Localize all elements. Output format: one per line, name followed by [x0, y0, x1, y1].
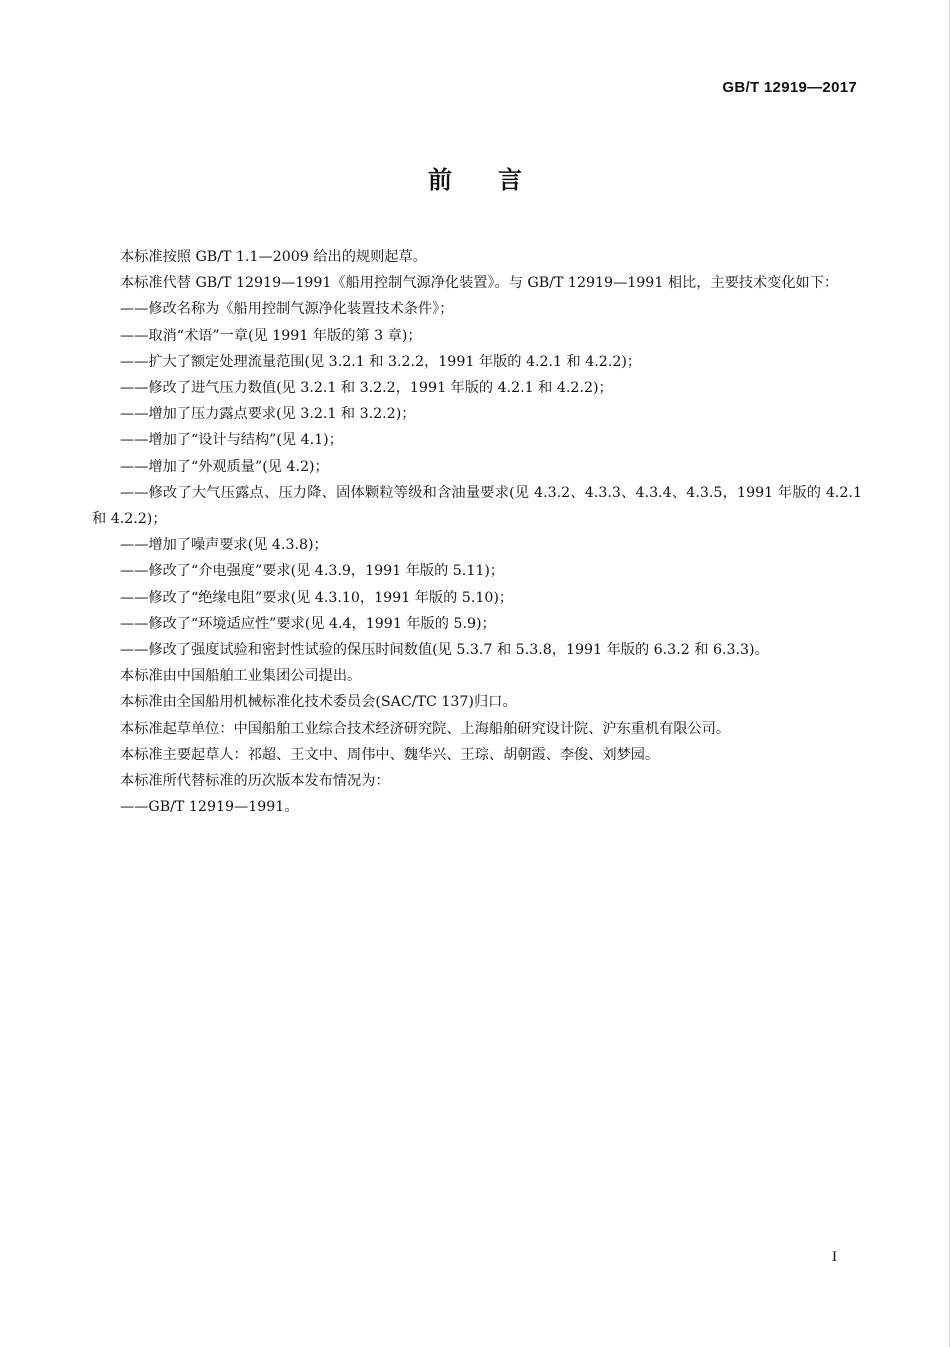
list-item: ——修改了“环境适应性”要求(见 4.4，1991 年版的 5.9)； — [120, 615, 496, 632]
preface-body — [92, 244, 862, 820]
paragraph: 本标准起草单位：中国船舶工业综合技术经济研究院、上海船舶研究设计院、沪东重机有限公司。 — [120, 720, 731, 737]
list-item: ——扩大了额定处理流量范围(见 3.2.1 和 3.2.2，1991 年版的 4.2.1 和 4.2.2)； — [120, 353, 642, 370]
paragraph: 本标准代替 GB/T 12919—1991《船用控制气源净化装置》。与 GB/T 12919—1991 相比，主要技术变化如下： — [120, 275, 839, 292]
list-item: ——修改了“绝缘电阻”要求(见 4.3.10，1991 年版的 5.10)； — [120, 589, 514, 606]
paragraph: 本标准按照 GB/T 1.1—2009 给出的规则起草。 — [120, 249, 427, 265]
list-item: ——增加了“外观质量”(见 4.2)； — [120, 458, 329, 475]
list-item: ——增加了“设计与结构”(见 4.1)； — [120, 432, 343, 449]
list-item: ——增加了压力露点要求(见 3.2.1 和 3.2.2)； — [120, 406, 416, 423]
page-number: I — [832, 1249, 837, 1265]
standard-number: GB/T 12919—2017 — [722, 79, 857, 96]
paragraph: 本标准主要起草人：祁超、王文中、周伟中、魏华兴、王琮、胡朝霞、李俊、刘梦园。 — [120, 746, 660, 763]
paragraph: 本标准由全国船用机械标准化技术委员会(SAC/TC 137)归口。 — [120, 694, 517, 711]
list-item: ——修改了进气压力数值(见 3.2.1 和 3.2.2，1991 年版的 4.2.1 和 4.2.2)； — [120, 380, 613, 397]
list-item: ——增加了噪声要求(见 4.3.8)； — [120, 537, 328, 554]
list-item: ——修改了大气压露点、压力降、固体颗粒等级和含油量要求(见 4.3.2、4.3.3、4.3.4、4.3.5，1991 年版的 4.2.1 和 4.2.2)； — [92, 484, 862, 528]
paragraph: 本标准所代替标准的历次版本发布情况为： — [120, 773, 390, 790]
page-title: 前言 — [428, 166, 568, 194]
list-item: ——取消“术语”一章(见 1991 年版的第 3 章)； — [120, 327, 422, 344]
list-item: ——修改了“介电强度”要求(见 4.3.9，1991 年版的 5.11)； — [120, 563, 505, 580]
paragraph: 本标准由中国船舶工业集团公司提出。 — [120, 668, 362, 685]
list-item: ——修改了强度试验和密封性试验的保压时间数值(见 5.3.7 和 5.3.8，1991 年版的 6.3.2 和 6.3.3)。 — [120, 642, 769, 659]
list-item: ——GB/T 12919—1991。 — [120, 799, 299, 816]
list-item: ——修改名称为《船用控制气源净化装置技术条件》； — [120, 301, 454, 318]
